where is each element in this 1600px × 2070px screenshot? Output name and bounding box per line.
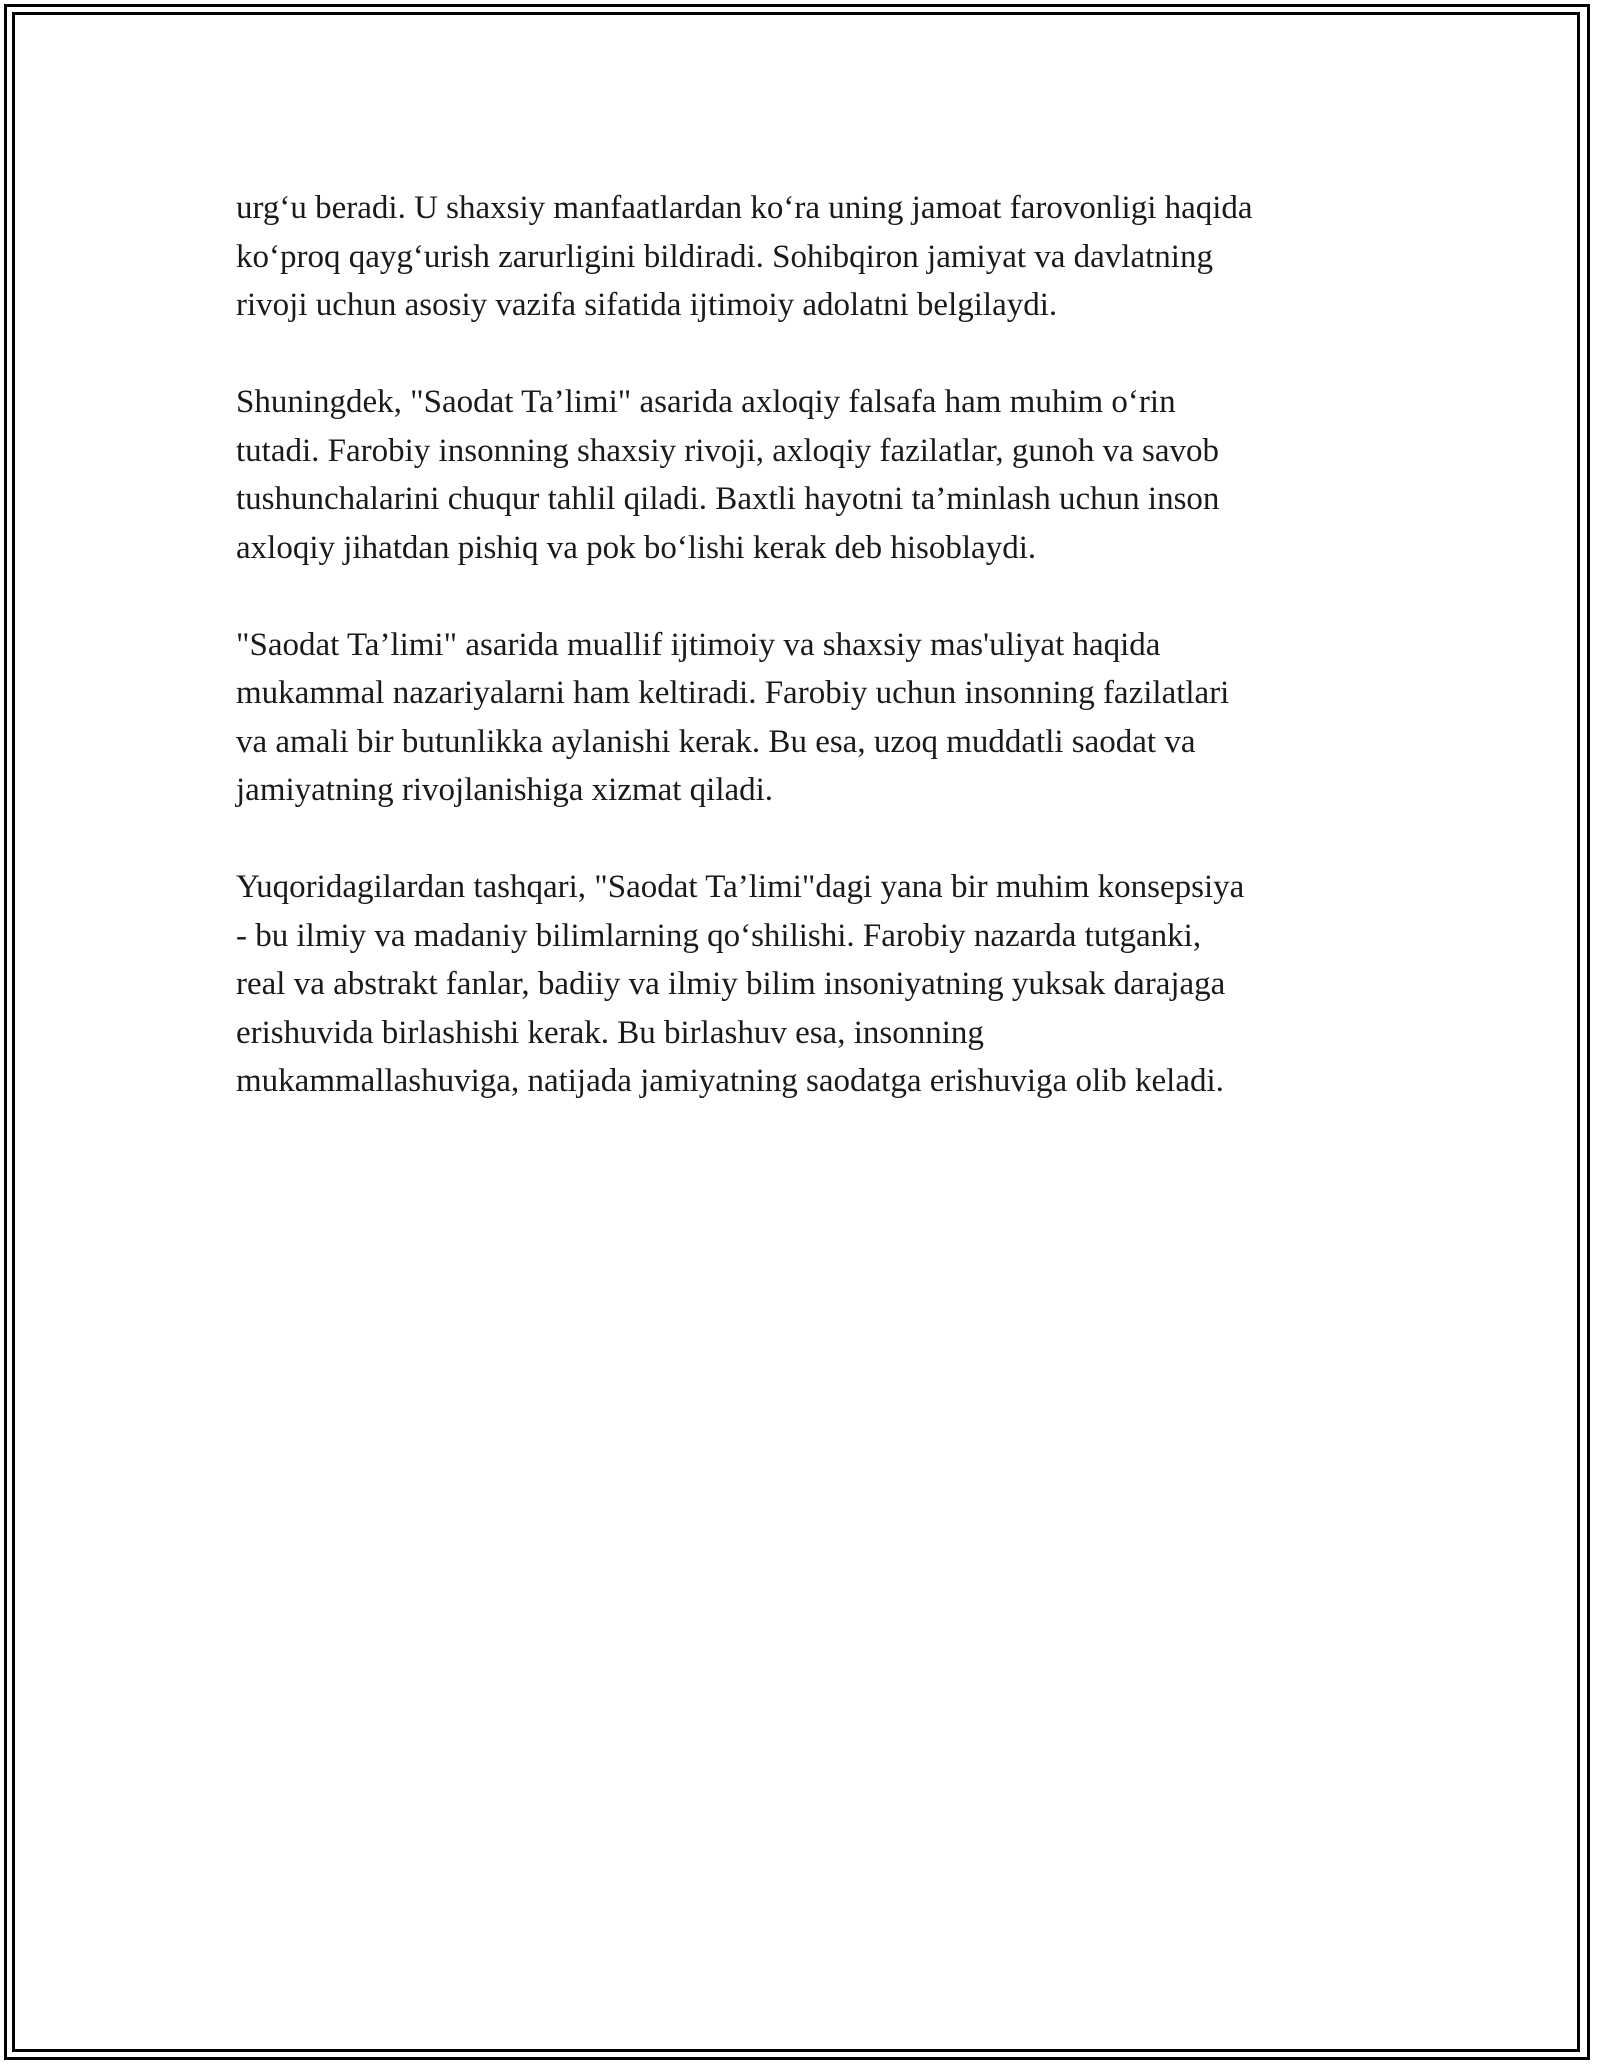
document-body	[236, 184, 1386, 1154]
paragraph-2: Shuningdek, "Saodat Ta’limi" asarida axloqiy falsafa ham muhim o‘rin tutadi. Farobiy insonning shaxsiy rivoji, axloqiy fazilatlar, gunoh va savob tushunchalarini chuqur tahlil qiladi. Baxtli hayotni ta’minlash uchun inson axloqiy jihatdan pishiq va pok bo‘lishi kerak deb hisoblaydi.	[236, 384, 1220, 566]
paragraph-3: "Saodat Ta’limi" asarida muallif ijtimoiy va shaxsiy mas'uliyat haqida mukammal nazariyalarni ham keltiradi. Farobiy uchun insonning fazilatlari va amali bir butunlikka aylanishi kerak. Bu esa, uzoq muddatli saodat va jamiyatning rivojlanishiga xizmat qiladi.	[236, 626, 1230, 808]
paragraph-1: urg‘u beradi. U shaxsiy manfaatlardan ko‘ra uning jamoat farovonligi haqida ko‘proq qayg‘urish zarurligini bildiradi. Sohibqiron jamiyat va davlatning rivoji uchun asosiy vazifa sifatida ijtimoiy adolatni belgilaydi.	[236, 190, 1253, 323]
paragraph-4: Yuqoridagilardan tashqari, "Saodat Ta’limi"dagi yana bir muhim konsepsiya - bu ilmiy va madaniy bilimlarning qo‘shilishi. Farobiy nazarda tutganki, real va abstrakt fanlar, badiiy va ilmiy bilim insoniyatning yuksak darajaga erishuvida birlashishi kerak. Bu birlashuv esa, insonning mukammallashuviga, natijada jamiyatning saodatga erishuviga olib keladi.	[236, 869, 1245, 1099]
